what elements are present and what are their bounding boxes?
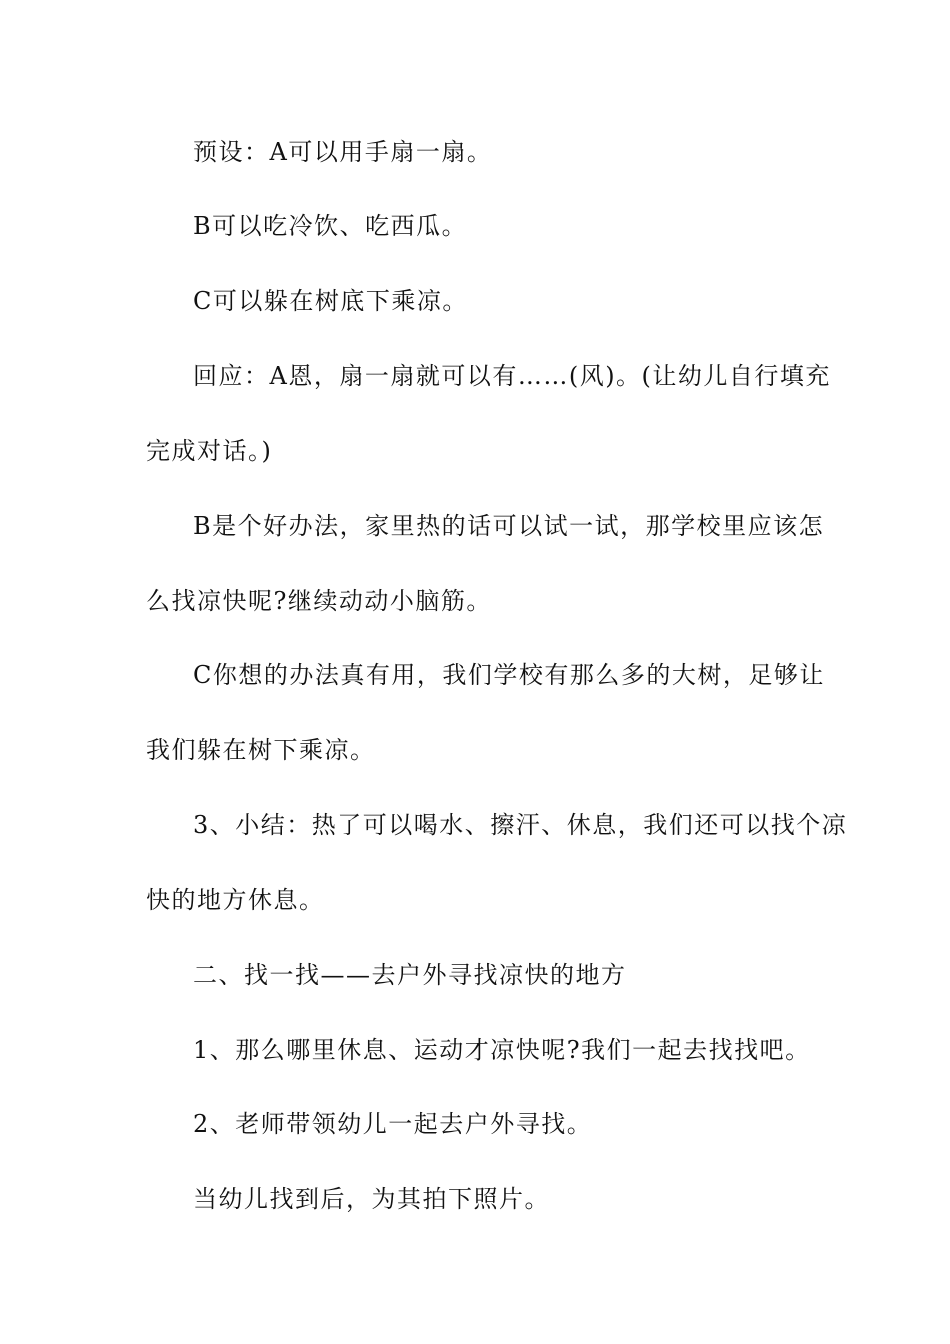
text-line-step-2: 2、老师带领幼儿一起去户外寻找。: [193, 1110, 593, 1138]
text-line-response-c-cont: 我们躲在树下乘凉。: [146, 736, 376, 764]
text-line-response-a-cont: 完成对话。): [146, 437, 273, 465]
text-line-preset-a: 预设：A可以用手扇一扇。: [193, 138, 493, 166]
text-line-response-a: 回应：A恩，扇一扇就可以有……(风)。(让幼儿自行填充: [193, 362, 831, 390]
text-line-photo: 当幼儿找到后，为其拍下照片。: [193, 1185, 550, 1213]
text-line-step-1: 1、那么哪里休息、运动才凉快呢?我们一起去找找吧。: [193, 1036, 811, 1064]
text-line-preset-b: B可以吃冷饮、吃西瓜。: [193, 212, 468, 240]
text-line-response-b-cont: 么找凉快呢?继续动动小脑筋。: [146, 587, 492, 615]
text-line-preset-c: C可以躲在树底下乘凉。: [193, 287, 468, 315]
text-line-summary: 3、小结：热了可以喝水、擦汗、休息，我们还可以找个凉: [193, 811, 848, 839]
text-line-response-b: B是个好办法，家里热的话可以试一试，那学校里应该怎: [193, 512, 825, 540]
section-heading-two: 二、找一找——去户外寻找凉快的地方: [193, 961, 627, 989]
text-line-response-c: C你想的办法真有用，我们学校有那么多的大树，足够让: [193, 661, 825, 689]
text-line-summary-cont: 快的地方休息。: [146, 886, 325, 914]
